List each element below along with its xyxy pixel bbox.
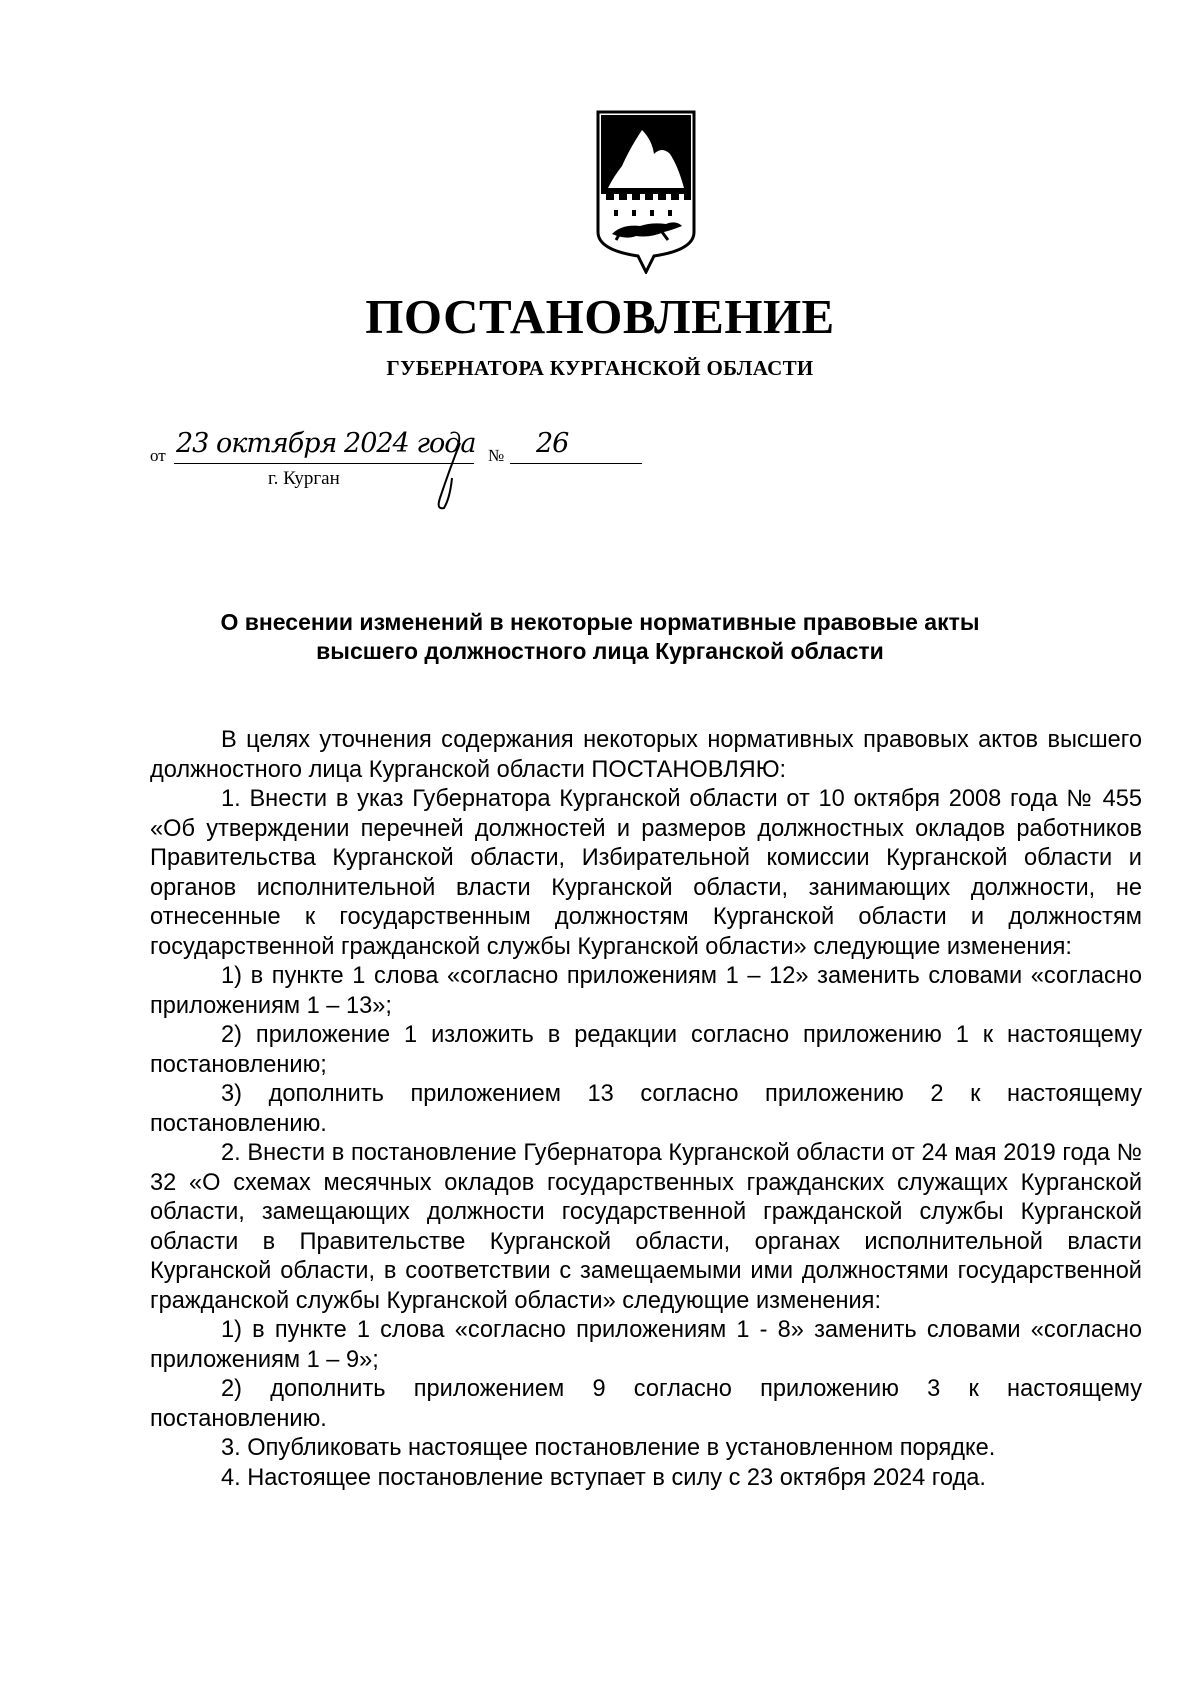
body-paragraph: 4. Настоящее постановление вступает в силу с 23 октября 2024 года. [221, 1464, 986, 1491]
body-paragraph: 1) в пункте 1 слова «согласно приложениям 1 – 12» заменить словами «согласно приложениям 1 – 13»; [150, 963, 1142, 1019]
document-body [150, 726, 1142, 1493]
body-paragraph: 1. Внести в указ Губернатора Курганской области от 10 октября 2008 года № 455 «Об утверждении перечней должностей и размеров должностных окладов работников Правительства Курганской области, Избирательной комиссии Курганской области и органов исполнительной власти Курганской области, занимающих должности, не отнесенные к государственным должностям Курганской области и должностям государственной гражданской службы Курганской области» следующие изменения: [150, 786, 1142, 960]
handwritten-number: 26 [536, 428, 569, 459]
number-sign: № [488, 446, 505, 465]
document-heading [150, 608, 1050, 666]
body-paragraph: 2) приложение 1 изложить в редакции согласно приложению 1 к настоящему постановлению; [150, 1022, 1142, 1078]
body-paragraph: 3. Опубликовать настоящее постановление в установленном порядке. [221, 1435, 996, 1461]
body-paragraph: 2) дополнить приложением 9 согласно приложению 3 к настоящему постановлению. [150, 1376, 1142, 1432]
document-subtitle: ГУБЕРНАТОРА КУРГАНСКОЙ ОБЛАСТИ [386, 356, 814, 380]
body-paragraph: 3) дополнить приложением 13 согласно приложению 2 к настоящему постановлению. [150, 1081, 1142, 1137]
body-paragraph: В целях уточнения содержания некоторых нормативных правовых актов высшего должностного лица Курганской области ПОСТАНОВЛЯЮ: [150, 727, 1142, 783]
date-number-line [150, 428, 670, 518]
body-paragraph: 1) в пункте 1 слова «согласно приложениям 1 - 8» заменить словами «согласно приложениям 1 – 9»; [150, 1317, 1142, 1373]
body-paragraph: 2. Внести в постановление Губернатора Курганской области от 24 мая 2019 года № 32 «О схемах месячных окладов государственных гражданских служащих Курганской области, замещающих должности государственной гражданской службы Курганской области в Правительстве Курганской области, органах исполнительной власти Курганской области, в соответствии с замещаемыми ими должностями государственной гражданской службы Курганской области» следующие изменения: [150, 1140, 1142, 1314]
number-underline [510, 463, 642, 464]
coat-of-arms-emblem [592, 110, 700, 274]
signature-stroke [420, 438, 480, 518]
date-prefix: от [150, 446, 166, 465]
city-name: г. Курган [268, 468, 340, 489]
handwritten-date: 23 октября 2024 года [176, 428, 476, 459]
heading-line-2: высшего должностного лица Курганской области [316, 638, 884, 664]
heading-line-1: О внесении изменений в некоторые нормативные правовые акты [220, 609, 980, 635]
document-title: ПОСТАНОВЛЕНИЕ [365, 289, 835, 344]
